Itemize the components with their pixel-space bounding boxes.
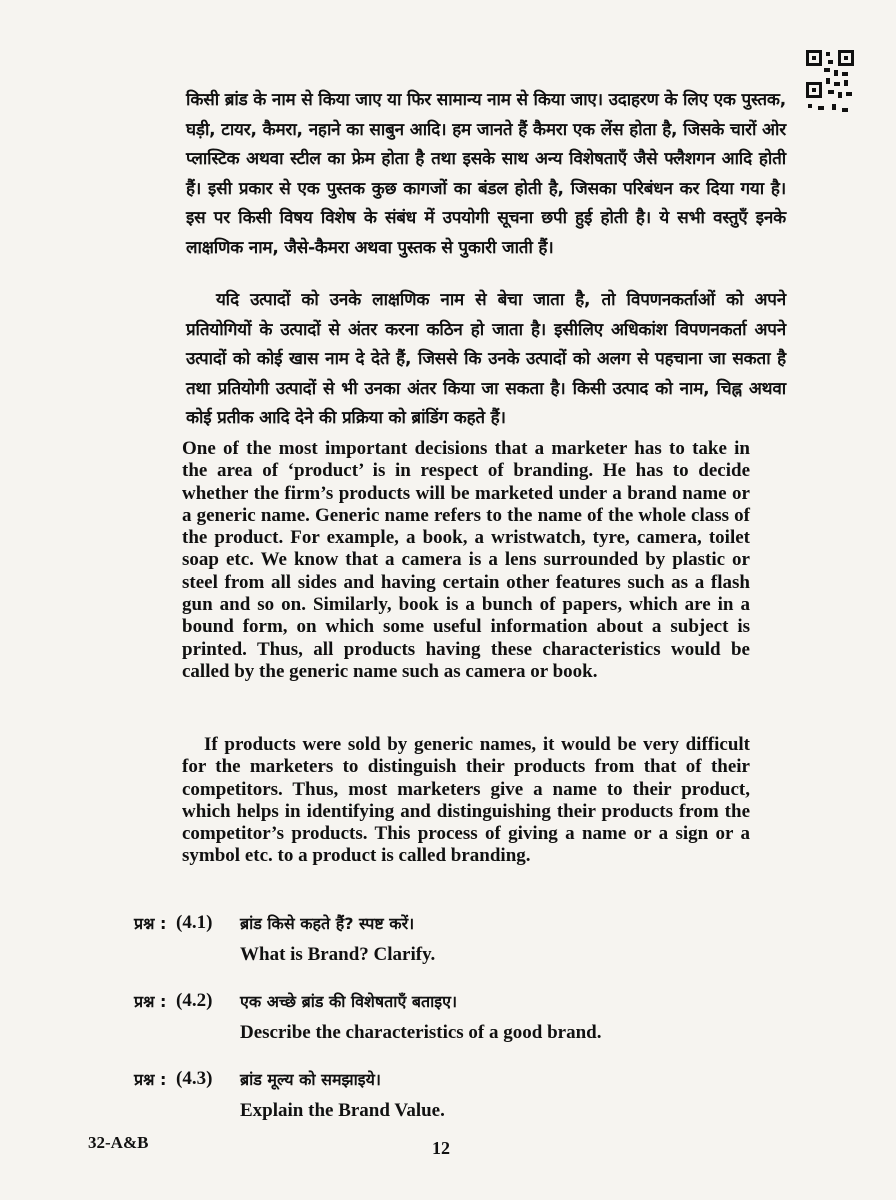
question-hindi-text: ब्रांड किसे कहते हैं? स्पष्ट करें। bbox=[240, 914, 415, 933]
question-label: प्रश्न : bbox=[134, 1070, 167, 1089]
english-paragraph-2: If products were sold by generic names, it would be very difficult for the marketers to distinguish their products from that of their competitors. Thus, most marketers give a name to their product, which helps in identifying and distinguishing their products from the competitor’s products. This process of giving a name or a sign or a symbol etc. to a product is called branding. bbox=[182, 734, 750, 867]
question-label: प्रश्न : bbox=[134, 992, 167, 1011]
question-number: (4.3) bbox=[176, 1068, 213, 1089]
page-number: 12 bbox=[432, 1138, 450, 1158]
english-paragraph-1: One of the most important decisions that a marketer has to take in the area of ‘product’ is in respect of branding. He has to decide whether the firm’s products will be marketed under a brand name or a generic name. Generic name refers to the name of the whole class of the product. For example, a book, a wristwatch, tyre, camera, toilet soap etc. We know that a camera is a lens surrounded by plastic or steel from all sides and having certain other features such as a flash gun and so on. Similarly, book is a bunch of papers, which are in a bound form, on which some useful information about a subject is printed. Thus, all products having these characteristics would be called by the generic name such as camera or book. bbox=[182, 438, 750, 682]
question-number: (4.2) bbox=[176, 990, 213, 1011]
footer-code: 32-A&B bbox=[88, 1133, 149, 1152]
hindi-paragraph-2: यदि उत्पादों को उनके लाक्षणिक नाम से बेचा जाता है, तो विपणनकर्ताओं को अपने प्रतियोगियों के उत्पादों से अंतर करना कठिन हो जाता है। इसीलिए अधिकांश विपणनकर्ता अपने उत्पादों को कोई खास नाम दे देते हैं, जिससे कि उनके उत्पादों को अलग से पहचाना जा सकता है तथा प्रतियोगी उत्पादों से भी उनका अंतर किया जा सकता है। किसी उत्पाद को नाम, चिह्न अथवा कोई प्रतीक आदि देने की प्रक्रिया को ब्रांडिंग कहते हैं। bbox=[186, 290, 786, 428]
question-english-text: Explain the Brand Value. bbox=[240, 1100, 445, 1121]
question-hindi-text: ब्रांड मूल्य को समझाइये। bbox=[240, 1070, 381, 1089]
question-hindi-text: एक अच्छे ब्रांड की विशेषताएँ बताइए। bbox=[240, 992, 458, 1011]
question-english-text: What is Brand? Clarify. bbox=[240, 944, 436, 965]
hindi-paragraph-1: किसी ब्रांड के नाम से किया जाए या फिर सामान्य नाम से किया जाए। उदाहरण के लिए एक पुस्तक, घड़ी, टायर, कैमरा, नहाने का साबुन आदि। हम जानते हैं कैमरा एक लेंस होता है, जिसके चारों ओर प्लास्टिक अथवा स्टील का फ्रेम होता है तथा इसके साथ अन्य विशेषताएँ जैसे फ्लैशगन आदि होती हैं। इसी प्रकार से एक पुस्तक कुछ कागजों का बंडल होती है, जिसका परिबंधन कर दिया गया है। इस पर किसी विषय विशेष के संबंध में उपयोगी सूचना छपी हुई होती है। ये सभी वस्तुएँ इनके लाक्षणिक नाम, जैसे-कैमरा अथवा पुस्तक से पुकारी जाती हैं। bbox=[186, 90, 786, 258]
qr-code-icon bbox=[804, 48, 856, 118]
question-label: प्रश्न : bbox=[134, 914, 167, 933]
question-number: (4.1) bbox=[176, 912, 213, 933]
question-english-text: Describe the characteristics of a good brand. bbox=[240, 1022, 602, 1043]
